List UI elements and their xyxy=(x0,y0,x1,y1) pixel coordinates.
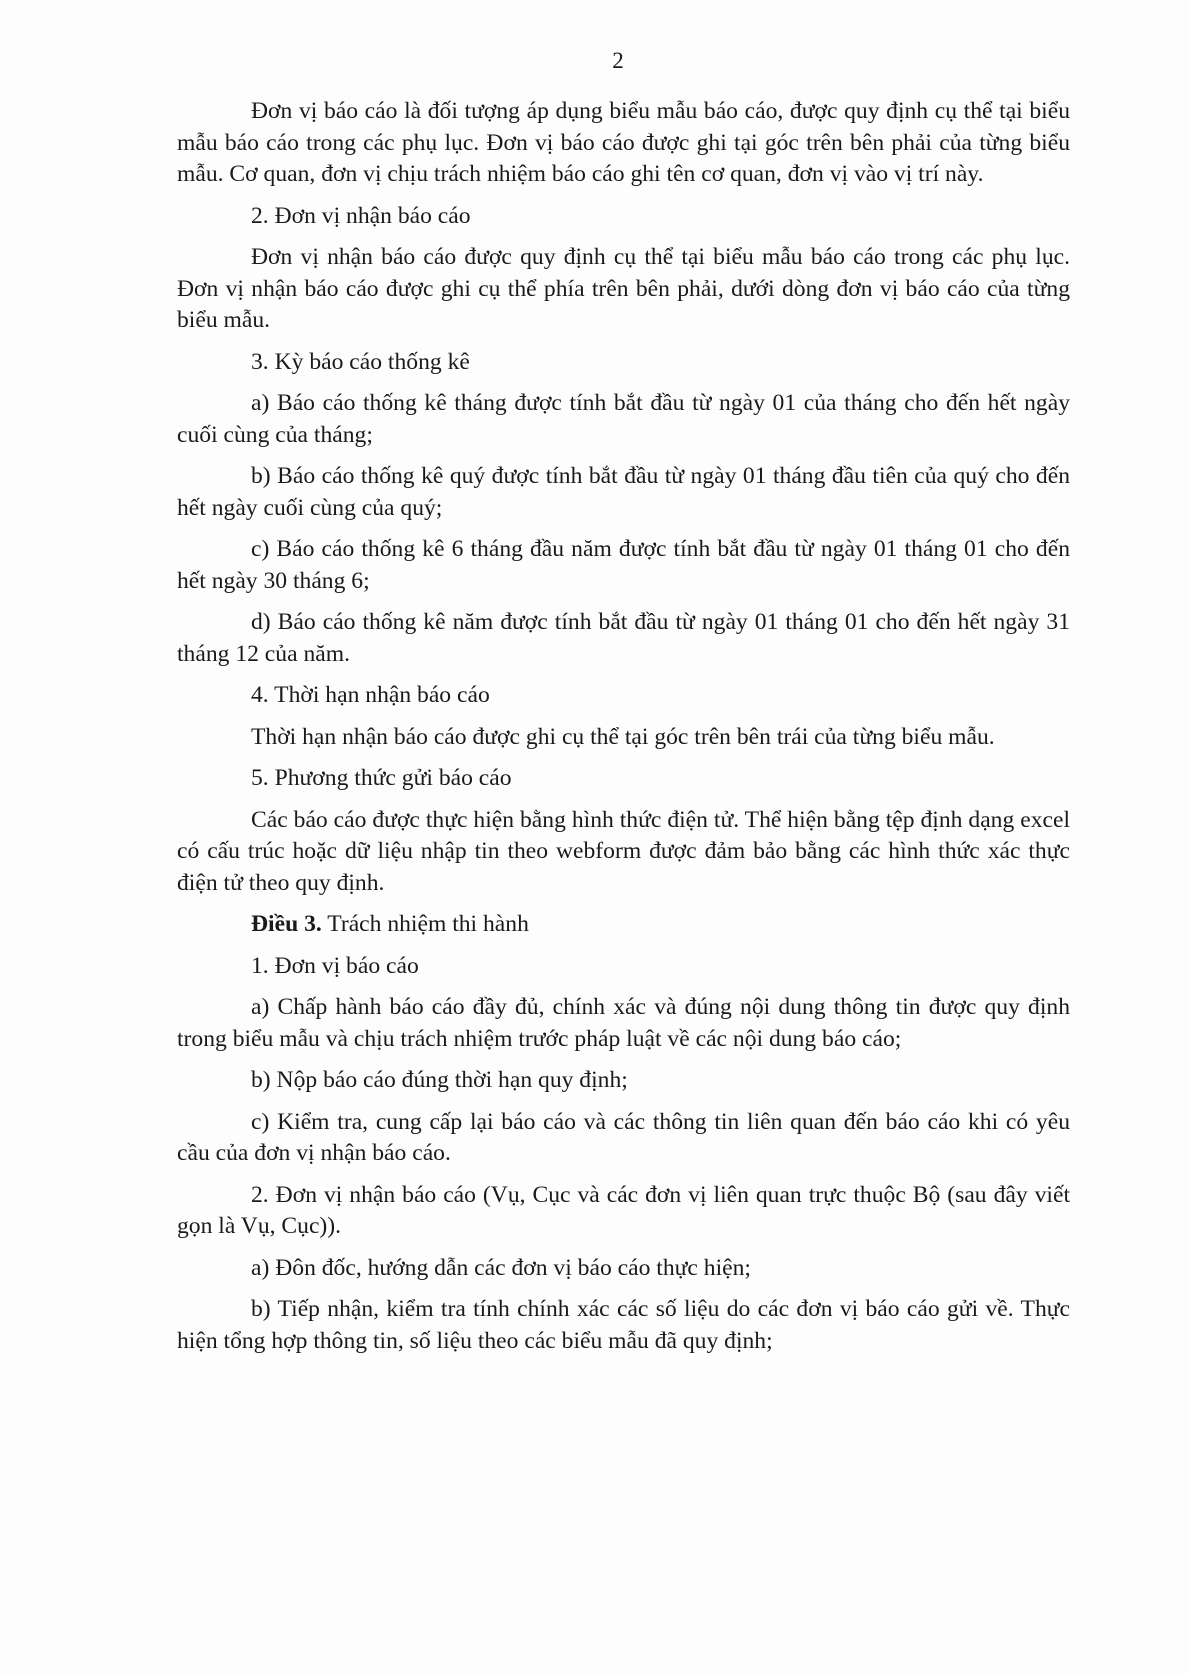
section-heading-reporting-unit: 1. Đơn vị báo cáo xyxy=(251,952,419,979)
page-number: 2 xyxy=(612,48,624,73)
list-item-monthly-report: a) Báo cáo thống kê tháng được tính bắt đầu từ ngày 01 của tháng cho đến hết ngày cuối cùng của tháng; xyxy=(177,390,1070,448)
list-item-half-year-report: c) Báo cáo thống kê 6 tháng đầu năm được tính bắt đầu từ ngày 01 tháng 01 cho đến hết ngày 30 tháng 6; xyxy=(177,536,1070,594)
paragraph-deadline: Thời hạn nhận báo cáo được ghi cụ thể tại góc trên bên trái của từng biểu mẫu. xyxy=(251,723,995,750)
document-body xyxy=(177,96,1070,1367)
section-heading-receiving-unit: 2. Đơn vị nhận báo cáo xyxy=(251,202,471,229)
section-heading-submission-method: 5. Phương thức gửi báo cáo xyxy=(251,765,512,791)
paragraph-submission-method: Các báo cáo được thực hiện bằng hình thức điện tử. Thể hiện bằng tệp định dạng excel có cấu trúc hoặc dữ liệu nhập tin theo webform được đảm bảo bằng các hình thức xác thực điện tử theo quy định. xyxy=(177,806,1070,896)
list-item-quarterly-report: b) Báo cáo thống kê quý được tính bắt đầu từ ngày 01 tháng đầu tiên của quý cho đến hết ngày cuối cùng của quý; xyxy=(177,463,1070,521)
paragraph-receiving-unit: Đơn vị nhận báo cáo được quy định cụ thể tại biểu mẫu báo cáo trong các phụ lục. Đơn vị nhận báo cáo được ghi cụ thể phía trên bên phải, dưới dòng đơn vị báo cáo của từng biểu mẫu. xyxy=(177,244,1070,333)
list-item-receive-check: b) Tiếp nhận, kiểm tra tính chính xác các số liệu do các đơn vị báo cáo gửi về. Thực hiện tổng hợp thông tin, số liệu theo các biểu mẫu đã quy định; xyxy=(177,1296,1070,1354)
list-item-verify-provide: c) Kiểm tra, cung cấp lại báo cáo và các thông tin liên quan đến báo cáo khi có yêu cầu của đơn vị nhận báo cáo. xyxy=(177,1108,1070,1166)
list-item-annual-report: d) Báo cáo thống kê năm được tính bắt đầu từ ngày 01 tháng 01 cho đến hết ngày 31 tháng 12 của năm. xyxy=(177,609,1070,667)
list-item-compliance: a) Chấp hành báo cáo đầy đủ, chính xác và đúng nội dung thông tin được quy định trong biểu mẫu và chịu trách nhiệm trước pháp luật về các nội dung báo cáo; xyxy=(177,994,1070,1052)
section-heading-receiving-unit-responsibility: 2. Đơn vị nhận báo cáo (Vụ, Cục và các đơn vị liên quan trực thuộc Bộ (sau đây viết gọn là Vụ, Cục)). xyxy=(177,1181,1070,1239)
list-item-urge-guide: a) Đôn đốc, hướng dẫn các đơn vị báo cáo thực hiện; xyxy=(251,1254,751,1281)
article-heading xyxy=(177,909,1070,941)
paragraph-reporting-unit-definition: Đơn vị báo cáo là đối tượng áp dụng biểu mẫu báo cáo, được quy định cụ thể tại biểu mẫu báo cáo trong các phụ lục. Đơn vị báo cáo được ghi tại góc trên bên phải của từng biểu mẫu. Cơ quan, đơn vị chịu trách nhiệm báo cáo ghi tên cơ quan, đơn vị vào vị trí này. xyxy=(177,98,1070,187)
section-heading-deadline: 4. Thời hạn nhận báo cáo xyxy=(251,682,490,708)
article-title: Trách nhiệm thi hành xyxy=(321,911,529,937)
article-label: Điều 3. xyxy=(251,911,322,937)
section-heading-reporting-period: 3. Kỳ báo cáo thống kê xyxy=(251,348,470,375)
list-item-submit-on-time: b) Nộp báo cáo đúng thời hạn quy định; xyxy=(251,1067,628,1093)
